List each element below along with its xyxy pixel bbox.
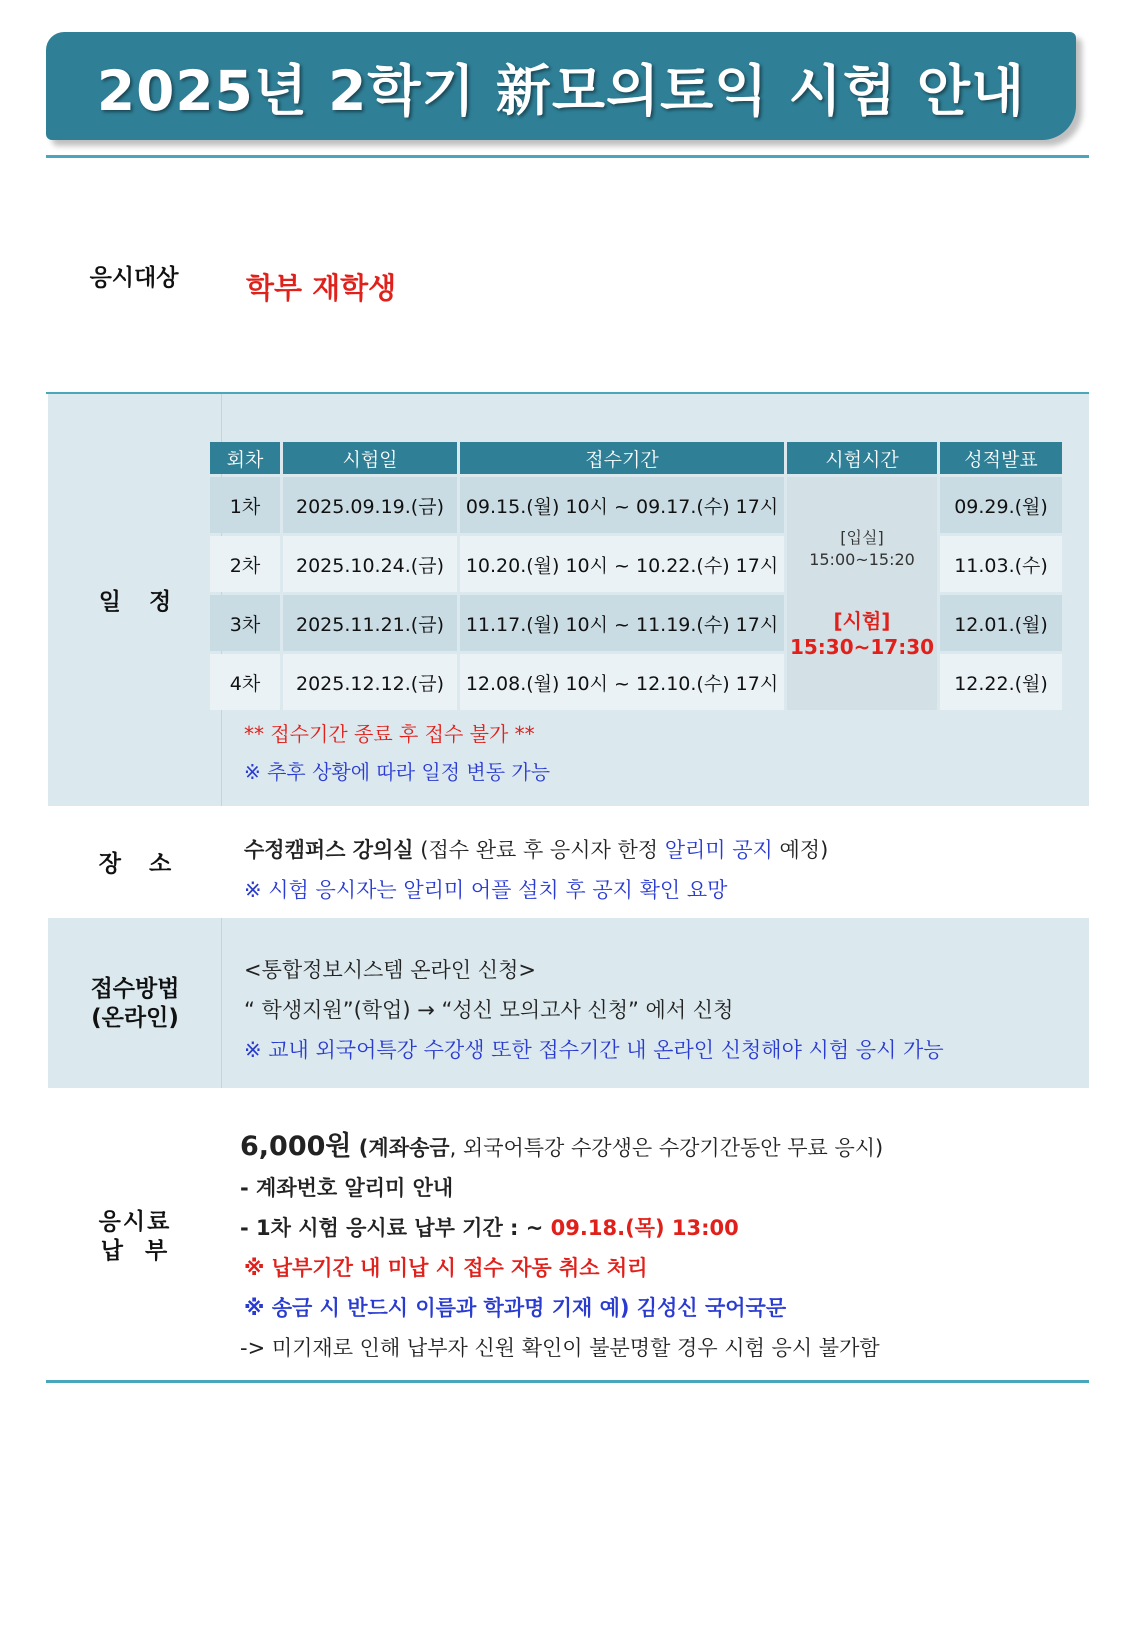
- period-cell: 10.20.(월) 10시 ~ 10.22.(수) 17시: [460, 536, 784, 592]
- header-exam-date: 시험일: [283, 442, 457, 474]
- place-line: [244, 834, 828, 864]
- deadline-note: ** 접수기간 종료 후 접수 불가 **: [244, 722, 535, 746]
- header-exam-time: 시험시간: [787, 442, 937, 474]
- fee-amount-detail-bold: (계좌송금: [351, 1136, 450, 1160]
- period-cell: 12.08.(월) 10시 ~ 12.10.(수) 17시: [460, 654, 784, 710]
- fee-item-period: [240, 1212, 739, 1242]
- exam-label: [시험]: [833, 609, 891, 634]
- round-cell: 3차: [210, 595, 280, 651]
- method-label: [60, 975, 210, 1033]
- fee-label-line1: 응시료: [98, 1209, 172, 1235]
- exam-date-cell: 2025.10.24.(금): [283, 536, 457, 592]
- fee-item-account: - 계좌번호 알리미 안내: [240, 1176, 454, 1200]
- result-cell: 12.01.(월): [940, 595, 1062, 651]
- fee-label-line2: 납 부: [100, 1237, 170, 1264]
- header-result: 성적발표: [940, 442, 1062, 474]
- place-note: ※ 시험 응시자는 알리미 어플 설치 후 공지 확인 요망: [244, 878, 728, 902]
- fee-label: [60, 1208, 210, 1266]
- fee-amount-detail: , 외국어특강 수강생은 수강기간동안 무료 응시): [449, 1136, 884, 1160]
- title-banner: [46, 32, 1076, 140]
- exam-date-cell: 2025.09.19.(금): [283, 477, 457, 533]
- fee-amount-line: [240, 1124, 883, 1163]
- exam-date-cell: 2025.11.21.(금): [283, 595, 457, 651]
- round-cell: 1차: [210, 477, 280, 533]
- method-line1: <통합정보시스템 온라인 신청>: [244, 958, 536, 982]
- exam-date-cell: 2025.12.12.(금): [283, 654, 457, 710]
- method-note: ※ 교내 외국어특강 수강생 또한 접수기간 내 온라인 신청해야 시험 응시 가능: [244, 1038, 944, 1062]
- target-value: 학부 재학생: [246, 271, 397, 305]
- method-label-line2: (온라인): [91, 1004, 179, 1031]
- entry-label: [입실]: [840, 527, 884, 547]
- fee-period-deadline: 09.18.(목) 13:00: [550, 1216, 739, 1240]
- method-line2: “ 학생지원”(학업) → “성신 모의고사 신청” 에서 신청: [244, 998, 734, 1022]
- header-period: 접수기간: [460, 442, 784, 474]
- place-detail-close: 예정): [772, 838, 829, 862]
- page-title: 2025년 2학기 新모의토익 시험 안내: [96, 58, 1026, 123]
- round-cell: 2차: [210, 536, 280, 592]
- fee-amount: 6,000원: [240, 1131, 352, 1162]
- period-cell: 09.15.(월) 10시 ~ 09.17.(수) 17시: [460, 477, 784, 533]
- place-name: 수정캠퍼스 강의실: [244, 838, 414, 862]
- place-detail-highlight: 알리미 공지: [664, 838, 773, 862]
- exam-time-cell: [787, 477, 937, 710]
- fee-period-prefix: - 1차 시험 응시료 납부 기간 : ~: [240, 1216, 551, 1240]
- schedule-change-note: ※ 추후 상황에 따라 일정 변동 가능: [244, 760, 551, 784]
- schedule-label: 일 정: [98, 589, 172, 615]
- fee-final-note: -> 미기재로 인해 납부자 신원 확인이 불분명할 경우 시험 응시 불가함: [240, 1336, 880, 1360]
- period-cell: 11.17.(월) 10시 ~ 11.19.(수) 17시: [460, 595, 784, 651]
- result-cell: 12.22.(월): [940, 654, 1062, 710]
- fee-warning-name: ※ 송금 시 반드시 이름과 학과명 기재 예) 김성신 국어국문: [244, 1296, 787, 1320]
- bottom-divider: [46, 1380, 1089, 1383]
- table-row: [210, 477, 1062, 533]
- result-cell: 09.29.(월): [940, 477, 1062, 533]
- fee-warning-cancel: ※ 납부기간 내 미납 시 접수 자동 취소 처리: [244, 1256, 648, 1280]
- entry-time: 15:00~15:20: [809, 549, 915, 569]
- round-cell: 4차: [210, 654, 280, 710]
- result-cell: 11.03.(수): [940, 536, 1062, 592]
- header-round: 회차: [210, 442, 280, 474]
- place-detail-open: (접수 완료 후 응시자 한정: [413, 838, 665, 862]
- method-label-line1: 접수방법: [90, 976, 180, 1002]
- exam-time: 15:30~17:30: [789, 635, 935, 660]
- place-label: 장 소: [98, 851, 172, 877]
- method-column-divider: [221, 918, 222, 1088]
- top-divider: [46, 155, 1089, 158]
- target-label: 응시대상: [89, 265, 179, 291]
- schedule-table: [207, 439, 1065, 713]
